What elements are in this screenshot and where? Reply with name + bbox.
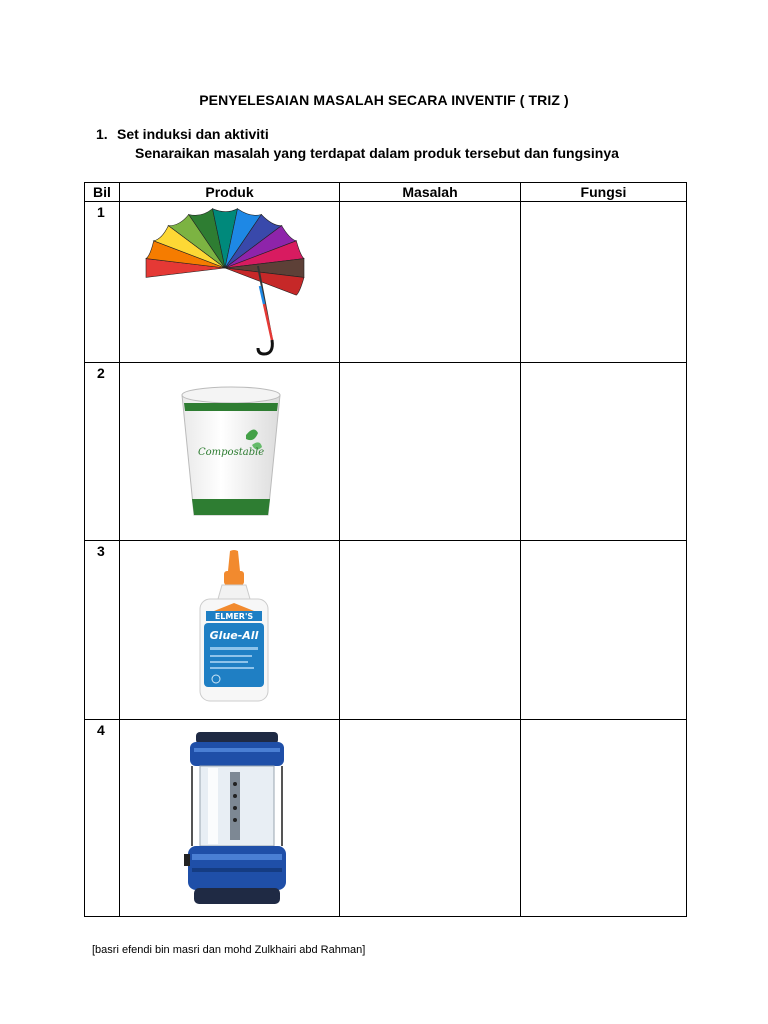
row-number: 2 [85, 363, 120, 541]
table-row [85, 202, 687, 363]
masalah-cell[interactable] [340, 720, 521, 917]
instruction-text: Senaraikan masalah yang terdapat dalam produk tersebut dan fungsinya [135, 145, 619, 161]
header-bil: Bil [85, 183, 120, 202]
row-number: 3 [85, 541, 120, 720]
footer-credit: [basri efendi bin masri dan mohd Zulkhairi abd Rahman] [92, 944, 366, 956]
section-heading [96, 126, 269, 142]
lantern-icon [182, 728, 292, 914]
umbrella-icon [140, 204, 310, 362]
document-title: PENYELESAIAN MASALAH SECARA INVENTIF ( TRIZ ) [199, 92, 569, 108]
cup-label: Compostable [198, 447, 265, 458]
header-fungsi: Fungsi [521, 183, 687, 202]
row-number: 1 [85, 202, 120, 363]
glue-brand: ELMER'S [214, 612, 254, 621]
fungsi-cell[interactable] [521, 541, 687, 720]
product-table [84, 182, 687, 917]
table-header-row [85, 183, 687, 202]
header-produk: Produk [120, 183, 340, 202]
section-heading-text: Set induksi dan aktiviti [117, 126, 269, 142]
masalah-cell[interactable] [340, 202, 521, 363]
fungsi-cell[interactable] [521, 363, 687, 541]
product-cell [120, 720, 340, 917]
masalah-cell[interactable] [340, 363, 521, 541]
paper-cup-icon [176, 383, 286, 523]
table-row [85, 363, 687, 541]
section-number: 1. [96, 126, 108, 142]
fungsi-cell[interactable] [521, 202, 687, 363]
table-row [85, 720, 687, 917]
masalah-cell[interactable] [340, 541, 521, 720]
header-masalah: Masalah [340, 183, 521, 202]
glue-bottle-icon [194, 549, 274, 705]
product-cell [120, 202, 340, 363]
glue-product-name: Glue-All [209, 629, 259, 642]
table-row [85, 541, 687, 720]
product-cell [120, 363, 340, 541]
row-number: 4 [85, 720, 120, 917]
fungsi-cell[interactable] [521, 720, 687, 917]
product-cell [120, 541, 340, 720]
